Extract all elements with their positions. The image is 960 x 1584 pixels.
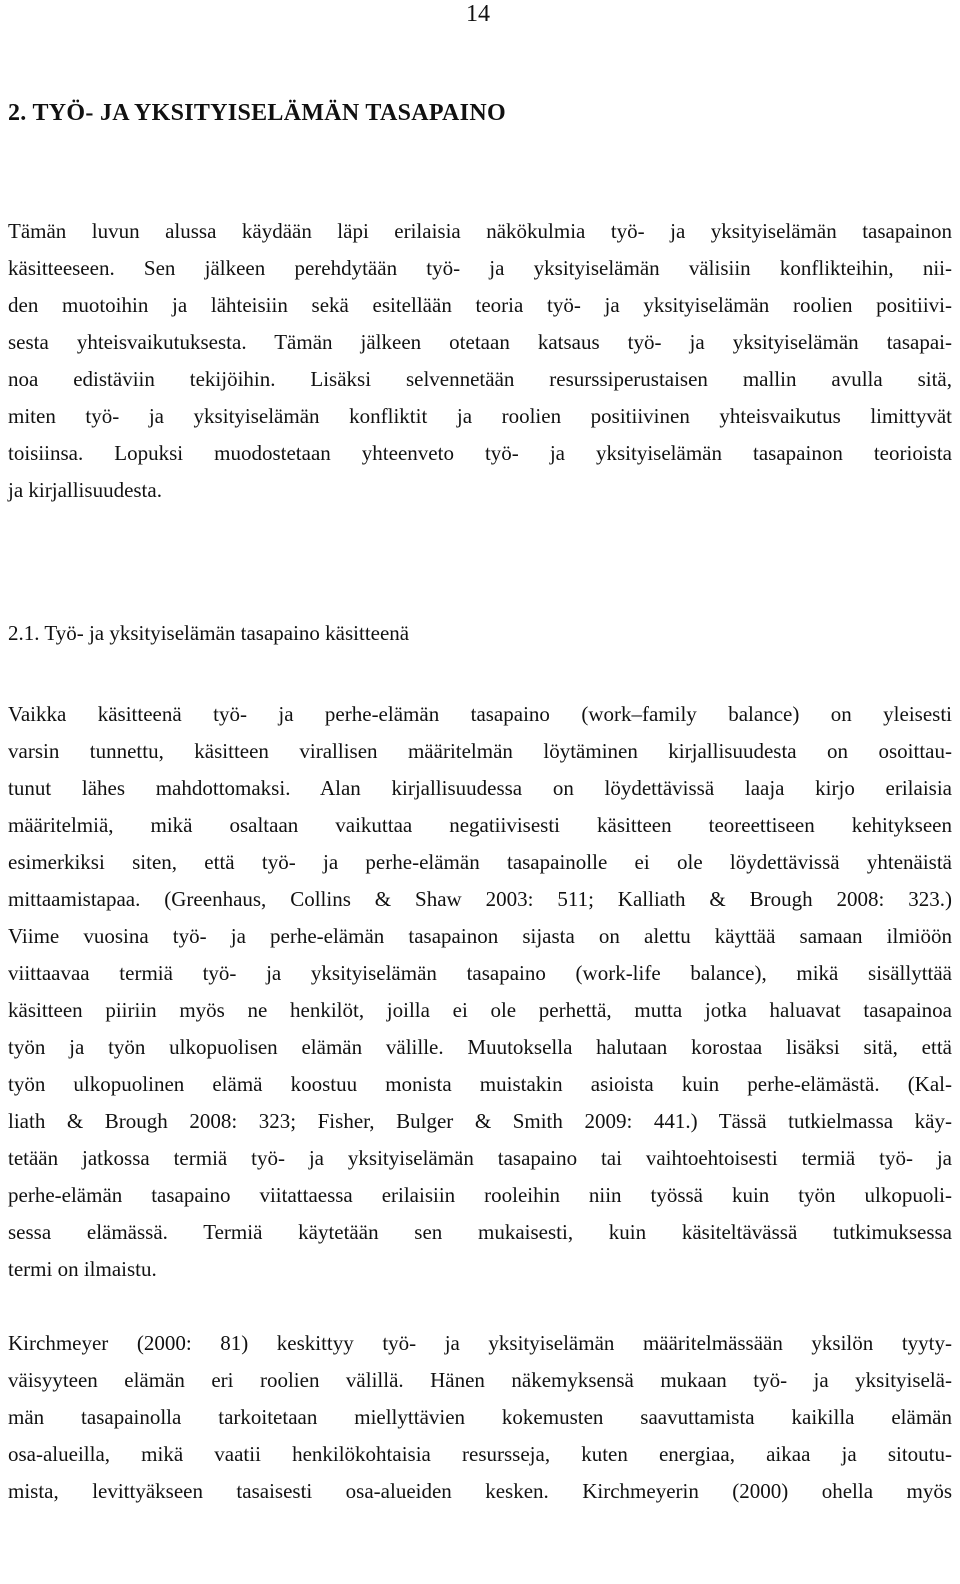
text-line: noa edistäviin tekijöihin. Lisäksi selvennetään resurssiperustaisen mallin avulla sitä, — [8, 367, 952, 391]
text-line: tunut lähes mahdottomaksi. Alan kirjallisuudessa on löydettävissä laaja kirjo erilaisia — [8, 776, 952, 800]
text-line: väisyyteen elämän eri roolien välillä. Hänen näkemyksensä mukaan työ- ja yksityiselä- — [8, 1368, 952, 1392]
text-line: Kirchmeyer (2000: 81) keskittyy työ- ja yksityiselämän määritelmässään yksilön tyyty- — [8, 1331, 952, 1355]
text-line: perhe-elämän tasapaino viitattaessa erilaisiin rooleihin niin työssä kuin työn ulkopuoli- — [8, 1183, 952, 1207]
text-line: liath & Brough 2008: 323; Fisher, Bulger & Smith 2009: 441.) Tässä tutkielmassa käy- — [8, 1109, 952, 1133]
text-line: työn ulkopuolinen elämä koostuu monista muistakin asioista kuin perhe-elämästä. (Kal- — [8, 1072, 952, 1096]
text-line: varsin tunnettu, käsitteen virallisen määritelmän löytäminen kirjallisuudesta on osoittau- — [8, 739, 952, 763]
text-line: käsitteen piiriin myös ne henkilöt, joilla ei ole perhettä, mutta jotka haluavat tasapainoa — [8, 998, 952, 1022]
text-line: ja kirjallisuudesta. — [8, 478, 162, 502]
text-line: sessa elämässä. Termiä käytetään sen mukaisesti, kuin käsiteltävässä tutkimuksessa — [8, 1220, 952, 1244]
text-line: käsitteeseen. Sen jälkeen perehdytään työ- ja yksityiselämän välisiin konflikteihin, nii- — [8, 256, 952, 280]
text-line: termi on ilmaistu. — [8, 1257, 157, 1281]
page-number: 14 — [466, 1, 490, 27]
text-line: Tämän luvun alussa käydään läpi erilaisia näkökulmia työ- ja yksityiselämän tasapainon — [8, 219, 952, 243]
text-line: esimerkiksi siten, että työ- ja perhe-elämän tasapainolle ei ole löydettävissä yhtenäistä — [8, 850, 952, 874]
text-line: Viime vuosina työ- ja perhe-elämän tasapainon sijasta on alettu käyttää samaan ilmiöön — [8, 924, 952, 948]
text-line: miten työ- ja yksityiselämän konfliktit ja roolien positiivinen yhteisvaikutus limittyvät — [8, 404, 952, 428]
text-line: osa-alueilla, mikä vaatii henkilökohtaisia resursseja, kuten energiaa, aikaa ja sitoutu- — [8, 1442, 952, 1466]
text-line: den muotoihin ja lähteisiin sekä esitellään teoria työ- ja yksityiselämän roolien positiivi- — [8, 293, 952, 317]
chapter-title: 2. TYÖ- JA YKSITYISELÄMÄN TASAPAINO — [8, 100, 506, 126]
text-line: työn ja työn ulkopuolisen elämän välille. Muutoksella halutaan korostaa lisäksi sitä, että — [8, 1035, 952, 1059]
text-line: viittaavaa termiä työ- ja yksityiselämän tasapaino (work-life balance), mikä sisällyttää — [8, 961, 952, 985]
text-line: mittaamistapaa. (Greenhaus, Collins & Shaw 2003: 511; Kalliath & Brough 2008: 323.) — [8, 887, 952, 911]
text-line: sesta yhteisvaikutuksesta. Tämän jälkeen otetaan katsaus työ- ja yksityiselämän tasapai- — [8, 330, 952, 354]
text-line: tetään jatkossa termiä työ- ja yksityiselämän tasapaino tai vaihtoehtoisesti termiä työ- ja — [8, 1146, 952, 1170]
text-line: määritelmiä, mikä osaltaan vaikuttaa negatiivisesti käsitteen teoreettiseen kehitykseen — [8, 813, 952, 837]
text-line: mista, levittyäkseen tasaisesti osa-alueiden kesken. Kirchmeyerin (2000) ohella myös — [8, 1479, 952, 1503]
text-line: toisiinsa. Lopuksi muodostetaan yhteenveto työ- ja yksityiselämän tasapainon teorioista — [8, 441, 952, 465]
section-title: 2.1. Työ- ja yksityiselämän tasapaino käsitteenä — [8, 621, 410, 645]
text-line: Vaikka käsitteenä työ- ja perhe-elämän tasapaino (work–family balance) on yleisesti — [8, 702, 952, 726]
text-line: män tasapainolla tarkoitetaan miellyttävien kokemusten saavuttamista kaikilla elämän — [8, 1405, 952, 1429]
